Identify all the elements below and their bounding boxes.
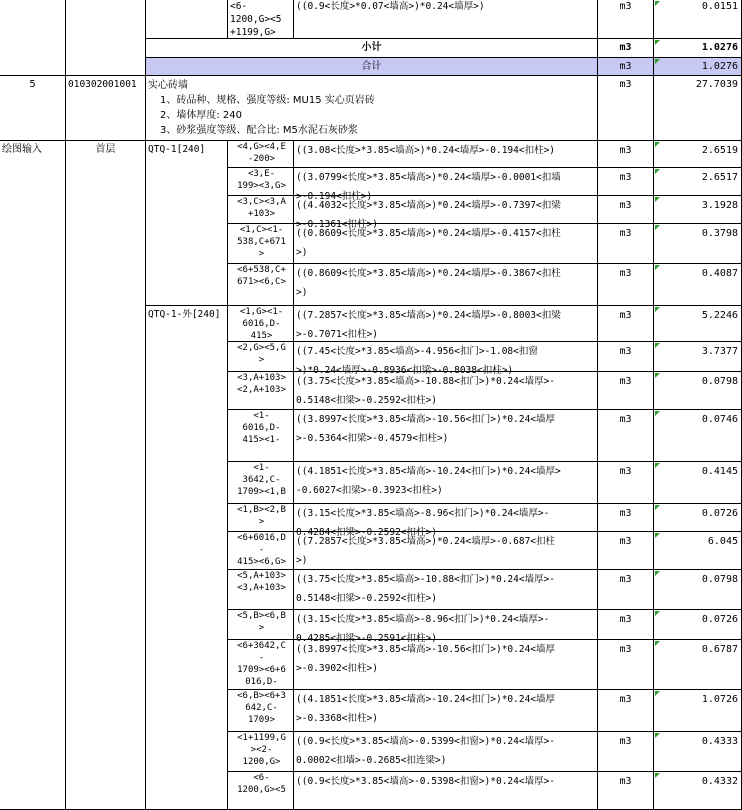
item-unit: m3 xyxy=(598,76,654,141)
unit-cell: m3 xyxy=(598,462,654,504)
unit-cell: m3 xyxy=(598,372,654,410)
position-cell: <1- 6016,D- 415><1- xyxy=(228,410,294,462)
formula-cell: ((0.8609<长度>*3.85<墙高>)*0.24<墙厚>-0.4157<扣柱 >) xyxy=(294,224,598,264)
formula-cell: ((3.8997<长度>*3.85<墙高>-10.56<扣门>)*0.24<墙厚 >-0.5364<扣梁>-0.4579<扣柱>) xyxy=(294,410,598,462)
row-code-cell xyxy=(66,0,146,76)
formula-cell: ((4.4032<长度>*3.85<墙高>)*0.24<墙厚>-0.7397<扣梁 >-0.1361<扣柱>) xyxy=(294,196,598,224)
position-cell: <1,G><1- 6016,D- 415> xyxy=(228,306,294,342)
position-cell: <3,A+103> <2,A+103> xyxy=(228,372,294,410)
value-cell: 3.1928 xyxy=(654,196,742,224)
position-cell: <6+3642,C - 1709><6+6 016,D- xyxy=(228,640,294,690)
formula-cell: ((7.2857<长度>*3.85<墙高>)*0.24<墙厚>-0.687<扣柱 >) xyxy=(294,532,598,570)
total-unit: m3 xyxy=(598,58,654,76)
position-cell: <3,C><3,A +103> xyxy=(228,196,294,224)
item-spec-line: 3、砂浆强度等级、配合比: M5水泥石灰砂浆 xyxy=(160,125,358,136)
formula-cell: ((0.9<长度>*0.07<墙高>)*0.24<墙厚>) xyxy=(294,0,598,39)
value-cell: 0.0798 xyxy=(654,570,742,610)
unit-cell: m3 xyxy=(598,532,654,570)
formula-cell: ((7.45<长度>*3.85<墙高>-4.956<扣门>-1.08<扣窗 >)*0.24<墙厚>-0.8936<扣梁>-0.8038<扣柱>) xyxy=(294,342,598,372)
value-cell: 0.4087 xyxy=(654,264,742,306)
formula-cell: ((3.15<长度>*3.85<墙高>-8.96<扣门>)*0.24<墙厚>- 0.4285<扣梁>-0.2591<扣柱>) xyxy=(294,610,598,640)
subtotal-value: 1.0276 xyxy=(654,39,742,58)
component-group: QTQ-1[240] xyxy=(146,141,228,306)
unit-cell: m3 xyxy=(598,196,654,224)
value-cell: 6.045 xyxy=(654,532,742,570)
position-cell: <4,G><4,E -200> xyxy=(228,141,294,168)
value-cell: 0.3798 xyxy=(654,224,742,264)
formula-cell: ((4.1851<长度>*3.85<墙高>-10.24<扣门>)*0.24<墙厚 >-0.3368<扣柱>) xyxy=(294,690,598,732)
value-cell: 5.2246 xyxy=(654,306,742,342)
unit-cell: m3 xyxy=(598,690,654,732)
item-name: 实心砖墙 xyxy=(148,80,188,91)
value-cell: 0.4333 xyxy=(654,732,742,772)
unit-cell: m3 xyxy=(598,732,654,772)
floor-cell: 首层 xyxy=(66,141,146,810)
formula-cell: ((3.8997<长度>*3.85<墙高>-10.56<扣门>)*0.24<墙厚 >-0.3902<扣柱>) xyxy=(294,640,598,690)
unit-cell: m3 xyxy=(598,640,654,690)
position-cell: <5,B><6,B > xyxy=(228,610,294,640)
component-group: QTQ-1-外[240] xyxy=(146,306,228,810)
formula-cell: ((0.8609<长度>*3.85<墙高>)*0.24<墙厚>-0.3867<扣柱 >) xyxy=(294,264,598,306)
unit-cell: m3 xyxy=(598,224,654,264)
value-cell: 0.0151 xyxy=(654,0,742,39)
formula-cell: ((0.9<长度>*3.85<墙高>-0.5399<扣窗>)*0.24<墙厚>- 0.0002<扣墙>-0.2685<扣连梁>) xyxy=(294,732,598,772)
value-cell: 2.6519 xyxy=(654,141,742,168)
value-cell: 0.6787 xyxy=(654,640,742,690)
subtotal-unit: m3 xyxy=(598,39,654,58)
position-cell: <3,E- 199><3,G> xyxy=(228,168,294,196)
item-code: 010302001001 xyxy=(66,76,146,141)
formula-cell: ((3.75<长度>*3.85<墙高>-10.88<扣门>)*0.24<墙厚>- 0.5148<扣梁>-0.2592<扣柱>) xyxy=(294,570,598,610)
position-cell: <6,B><6+3 642,C- 1709> xyxy=(228,690,294,732)
unit-cell: m3 xyxy=(598,772,654,810)
item-index: 5 xyxy=(0,76,66,141)
value-cell: 0.4332 xyxy=(654,772,742,810)
unit-cell: m3 xyxy=(598,410,654,462)
position-cell: <6+6016,D - 415><6,G> xyxy=(228,532,294,570)
position-cell: <1+1199,G ><2- 1200,G> xyxy=(228,732,294,772)
position-cell: <6- 1200,G><5 xyxy=(228,772,294,810)
row-group-cell xyxy=(146,0,228,39)
total-value: 1.0276 xyxy=(654,58,742,76)
item-description xyxy=(146,76,598,141)
unit-cell: m3 xyxy=(598,610,654,640)
position-cell: <1,C><1- 538,C+671 > xyxy=(228,224,294,264)
formula-cell: ((3.08<长度>*3.85<墙高>)*0.24<墙厚>-0.194<扣柱>) xyxy=(294,141,598,168)
value-cell: 3.7377 xyxy=(654,342,742,372)
row-index-cell xyxy=(0,0,66,76)
unit-cell: m3 xyxy=(598,342,654,372)
formula-cell: ((7.2857<长度>*3.85<墙高>)*0.24<墙厚>-0.8003<扣梁 >-0.7071<扣柱>) xyxy=(294,306,598,342)
value-cell: 2.6517 xyxy=(654,168,742,196)
value-cell: 0.0726 xyxy=(654,610,742,640)
unit-cell: m3 xyxy=(598,0,654,39)
formula-cell: ((3.75<长度>*3.85<墙高>-10.88<扣门>)*0.24<墙厚>- 0.5148<扣梁>-0.2592<扣柱>) xyxy=(294,372,598,410)
formula-cell: ((3.0799<长度>*3.85<墙高>)*0.24<墙厚>-0.0001<扣墙 >-0.194<扣柱>) xyxy=(294,168,598,196)
item-spec-line: 1、砖品种、规格、强度等级: MU15 实心页岩砖 xyxy=(160,95,375,106)
position-cell: <5,A+103> <3,A+103> xyxy=(228,570,294,610)
value-cell: 0.0798 xyxy=(654,372,742,410)
unit-cell: m3 xyxy=(598,306,654,342)
formula-cell: ((0.9<长度>*3.85<墙高>-0.5398<扣窗>)*0.24<墙厚>- xyxy=(294,772,598,810)
unit-cell: m3 xyxy=(598,168,654,196)
unit-cell: m3 xyxy=(598,264,654,306)
position-cell: <1- 3642,C- 1709><1,B xyxy=(228,462,294,504)
position-cell: <6+538,C+ 671><6,C> xyxy=(228,264,294,306)
formula-cell: ((4.1851<长度>*3.85<墙高>-10.24<扣门>)*0.24<墙厚> -0.6027<扣梁>-0.3923<扣柱>) xyxy=(294,462,598,504)
total-label: 合计 xyxy=(146,58,598,76)
item-value: 27.7039 xyxy=(654,76,742,141)
unit-cell: m3 xyxy=(598,141,654,168)
position-cell: <6- 1200,G><5 +1199,G> xyxy=(228,0,294,39)
unit-cell: m3 xyxy=(598,570,654,610)
value-cell: 0.0726 xyxy=(654,504,742,532)
value-cell: 0.0746 xyxy=(654,410,742,462)
unit-cell: m3 xyxy=(598,504,654,532)
formula-cell: ((3.15<长度>*3.85<墙高>-8.96<扣门>)*0.24<墙厚>- 0.4284<扣梁>-0.2592<扣柱>) xyxy=(294,504,598,532)
value-cell: 0.4145 xyxy=(654,462,742,504)
subtotal-label: 小计 xyxy=(146,39,598,58)
value-cell: 1.0726 xyxy=(654,690,742,732)
position-cell: <1,B><2,B > xyxy=(228,504,294,532)
position-cell: <2,G><5,G > xyxy=(228,342,294,372)
item-spec-line: 2、墙体厚度: 240 xyxy=(160,110,242,121)
source-cell: 绘图输入 xyxy=(0,141,66,810)
